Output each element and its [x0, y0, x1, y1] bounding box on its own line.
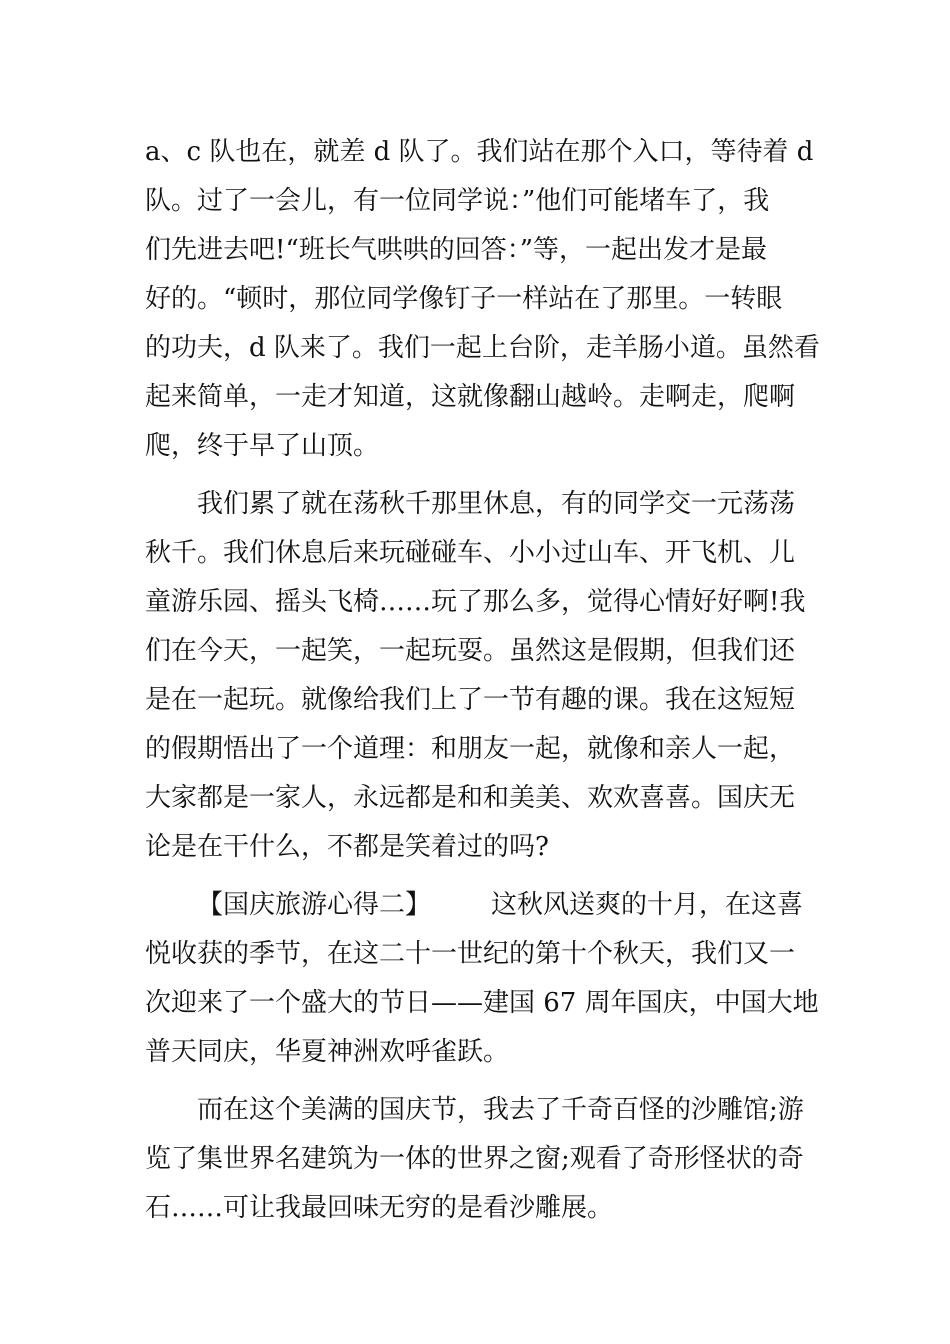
- text-line: [145, 226, 805, 275]
- text-line: [145, 823, 805, 872]
- text-line: [145, 627, 805, 676]
- text-line: [145, 480, 805, 529]
- line-text: 石……可让我最回味无穷的是看沙雕展。: [145, 1193, 614, 1223]
- line-text: 论是在干什么，不都是笑着过的吗?: [145, 832, 549, 862]
- line-text: 大家都是一家人，永远都是和和美美、欢欢喜喜。国庆无: [145, 783, 796, 813]
- document-body: [145, 128, 820, 1233]
- text-line: [145, 676, 805, 725]
- line-text: 普天同庆，华夏神洲欢呼雀跃。: [145, 1037, 510, 1067]
- text-line: [145, 1028, 805, 1077]
- line-text: 爬，终于早了山顶。: [145, 431, 380, 461]
- text-line: [145, 275, 805, 324]
- line-text: a、c 队也在，就差 d 队了。我们站在那个入口，等待着 d: [145, 137, 814, 167]
- line-text: 起来简单，一走才知道，这就像翻山越岭。走啊走，爬啊: [145, 382, 796, 412]
- line-text: 是在一起玩。就像给我们上了一节有趣的课。我在这短短: [145, 685, 796, 715]
- text-line: [145, 1086, 805, 1135]
- paragraph-2: [145, 480, 805, 872]
- text-line: [145, 1135, 805, 1184]
- text-line: [145, 324, 820, 373]
- line-text: 们先进去吧!“班长气哄哄的回答：”等，一起出发才是最: [145, 235, 768, 265]
- text-line: [145, 930, 805, 979]
- paragraph-3: [145, 881, 819, 1077]
- line-text: 童游乐园、摇头飞椅……玩了那么多，觉得心情好好啊!我: [145, 587, 806, 617]
- paragraph-1: [145, 128, 820, 471]
- section-heading: 【国庆旅游心得二】: [197, 890, 432, 920]
- line-text: 的假期悟出了一个道理：和朋友一起，就像和亲人一起，: [145, 734, 796, 764]
- text-line: [145, 881, 805, 930]
- line-text: 悦收获的季节，在这二十一世纪的第十个秋天，我们又一: [145, 939, 796, 969]
- line-text: 次迎来了一个盛大的节日——建国 67 周年国庆，中国大地: [145, 988, 819, 1018]
- text-line: [145, 979, 819, 1028]
- line-text: 的功夫，d 队来了。我们一起上台阶，走羊肠小道。虽然看: [145, 333, 820, 363]
- text-line: [145, 725, 805, 774]
- line-text: 秋千。我们休息后来玩碰碰车、小小过山车、开飞机、儿: [145, 538, 796, 568]
- text-line: [145, 774, 805, 823]
- line-text: 们在今天，一起笑，一起玩耍。虽然这是假期，但我们还: [145, 636, 796, 666]
- line-text: 览了集世界名建筑为一体的世界之窗;观看了奇形怪状的奇: [145, 1144, 804, 1174]
- text-line: [145, 1184, 805, 1233]
- text-line: [145, 177, 805, 226]
- text-line: [145, 529, 805, 578]
- line-text: 我们累了就在荡秋千那里休息，有的同学交一元荡荡: [197, 489, 796, 519]
- text-line: [145, 128, 814, 177]
- line-text: 这秋风送爽的十月，在这喜: [491, 890, 804, 920]
- text-line: [145, 422, 805, 471]
- heading-spacer: [431, 881, 491, 930]
- line-text: 队。过了一会儿，有一位同学说：”他们可能堵车了，我: [145, 186, 770, 216]
- text-line: [145, 578, 805, 627]
- line-text: 好的。“顿时，那位同学像钉子一样站在了那里。一转眼: [145, 284, 783, 314]
- text-line: [145, 373, 805, 422]
- paragraph-4: [145, 1086, 805, 1233]
- line-text: 而在这个美满的国庆节，我去了千奇百怪的沙雕馆;游: [197, 1095, 804, 1125]
